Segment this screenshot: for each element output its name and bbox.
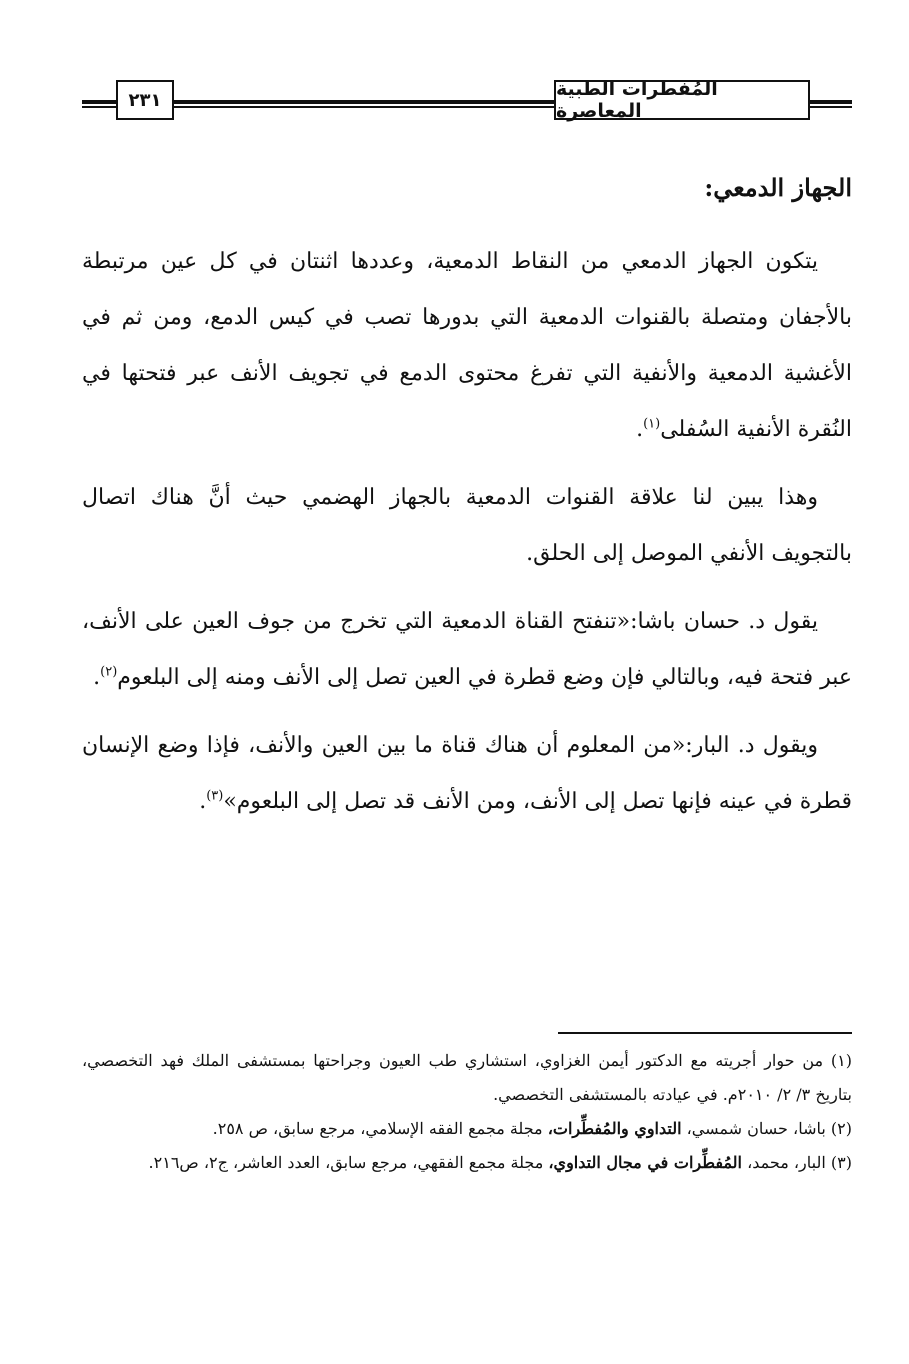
header-rule-right <box>810 100 852 108</box>
footnote-2-number: (٢) <box>830 1119 852 1138</box>
footnote-ref-3[interactable]: (٣) <box>206 788 224 804</box>
footnote-1 <box>82 1044 852 1112</box>
paragraph-4-text: ويقول د. البار:«من المعلوم أن هناك قناة ما بين العين والأنف، فإذا وضع الإنسان قطرة في عينه فإنها تصل إلى الأنف، ومن الأنف قد تصل إلى البلعوم» <box>82 733 852 814</box>
header-rule-middle <box>174 100 554 108</box>
footnote-3-author: البار، محمد، <box>747 1153 826 1172</box>
footnote-1-number: (١) <box>830 1051 853 1070</box>
paragraph-2-text: وهذا يبين لنا علاقة القنوات الدمعية بالجهاز الهضمي حيث أنَّ هناك اتصال بالتجويف الأنفي الموصل إلى الحلق. <box>82 485 852 566</box>
running-title: المُفطرات الطبية المعاصرة <box>554 80 810 120</box>
paragraph-4 <box>82 718 852 830</box>
paragraph-3-text: يقول د. حسان باشا:«تنفتح القناة الدمعية التي تخرج من جوف العين على الأنف، عبر فتحة فيه، وبالتالي فإن وضع قطرة في العين تصل إلى الأنف ومنه إلى البلعوم <box>82 609 852 690</box>
paragraph-4-end: . <box>199 789 207 814</box>
header-rule-left <box>82 100 116 108</box>
page-number: ٢٣١ <box>116 80 174 120</box>
footnote-3 <box>82 1146 852 1180</box>
footnote-1-text: من حوار أجريته مع الدكتور أيمن الغزاوي، استشاري طب العيون وجراحتها بمستشفى الملك فهد التخصصي، بتاريخ ٣/ ٢/ ٢٠١٠م. في عيادته بالمستشفى التخصصي. <box>82 1051 852 1104</box>
footnotes <box>82 1044 852 1180</box>
footnote-2 <box>82 1112 852 1146</box>
footnote-ref-2[interactable]: (٢) <box>100 664 118 680</box>
footnote-2-rest: مجلة مجمع الفقه الإسلامي، مرجع سابق، ص ٢٥٨. <box>212 1119 543 1138</box>
page-header <box>82 70 852 130</box>
paragraph-3-end: . <box>93 665 101 690</box>
section-heading: الجهاز الدمعي: <box>704 173 852 202</box>
footnote-3-title: المُفطِّرات في مجال التداوي، <box>548 1153 742 1172</box>
footnote-3-number: (٣) <box>830 1153 852 1172</box>
footnote-3-rest: مجلة مجمع الفقهي، مرجع سابق، العدد العاشر، ج٢، ص٢١٦. <box>148 1153 544 1172</box>
footnote-2-author: باشا، حسان شمسي، <box>686 1119 826 1138</box>
paragraph-2 <box>82 470 852 582</box>
footnote-separator <box>558 1032 852 1034</box>
paragraph-3 <box>82 594 852 706</box>
main-content <box>82 160 852 842</box>
paragraph-1-text: يتكون الجهاز الدمعي من النقاط الدمعية، وعددها اثنتان في كل عين مرتبطة بالأجفان ومتصلة بالقنوات الدمعية التي بدورها تصب في كيس الدمع، ومن ثم في الأغشية الدمعية والأنفية التي تفرغ محتوى الدمع في تجويف الأنف عبر فتحتها في النُقرة الأنفية السُفلى <box>82 249 852 442</box>
footnote-2-title: التداوي والمُفطِّرات، <box>547 1119 682 1138</box>
footnote-ref-1[interactable]: (١) <box>643 416 661 432</box>
paragraph-1 <box>82 234 852 458</box>
paragraph-1-end: . <box>636 417 644 442</box>
